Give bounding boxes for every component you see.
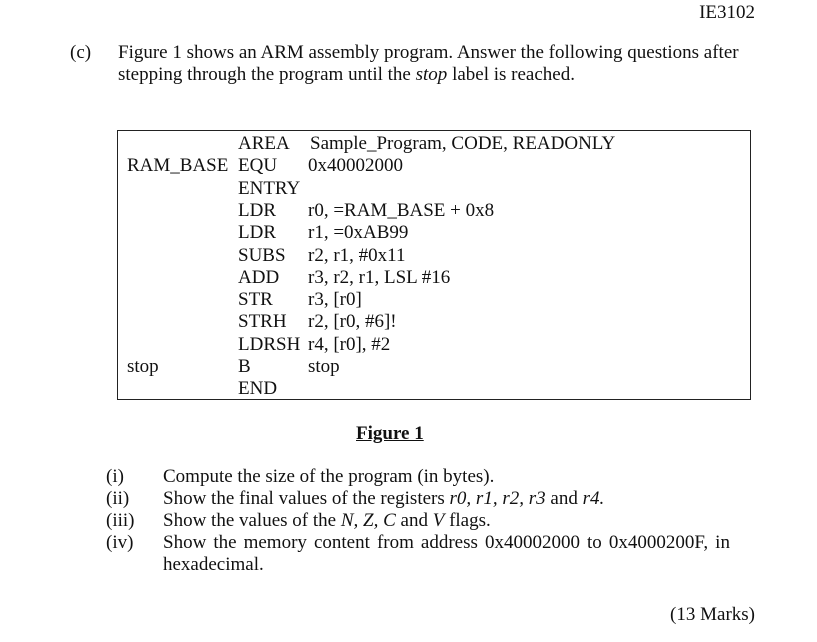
- subquestion-iv-line-1: Show the memory content from address 0x40002000 to 0x4000200F, in: [163, 532, 730, 553]
- subquestion-iii-text: [163, 510, 491, 532]
- subquestion-ii-number: (ii): [106, 488, 130, 509]
- code-operands: Sample_Program, CODE, READONLY: [310, 133, 616, 154]
- code-mnemonic: SUBS: [238, 244, 286, 266]
- register-r4: r4.: [582, 488, 605, 509]
- code-mnemonic: EQU: [238, 155, 278, 177]
- code-mnemonic: ADD: [238, 266, 280, 288]
- code-operands: stop: [308, 356, 340, 377]
- question-part-label: (c): [70, 42, 92, 63]
- flag-c: C: [383, 510, 396, 531]
- question-intro: [118, 42, 768, 86]
- course-code: IE3102: [699, 2, 755, 23]
- code-mnemonic: END: [238, 378, 278, 400]
- intro-line-2-pre: stepping through the program until the: [118, 64, 416, 85]
- subquestion-iv-number: (iv): [106, 532, 134, 553]
- code-operands: 0x40002000: [308, 155, 403, 177]
- subquestion-iii-and: and: [400, 510, 428, 531]
- code-operands: r0, =RAM_BASE + 0x8: [308, 199, 495, 221]
- code-operands: r4, [r0], #2: [308, 333, 391, 355]
- register-r3: r3: [528, 488, 546, 509]
- flag-z: Z,: [363, 510, 379, 531]
- code-operands: r2, [r0, #6]!: [308, 311, 397, 333]
- subquestion-ii-and: and: [550, 488, 578, 509]
- code-operands: r3, r2, r1, LSL #16: [308, 266, 451, 288]
- subquestion-i-text: Compute the size of the program (in bytes).: [163, 466, 495, 487]
- code-mnemonic: LDR: [238, 199, 276, 221]
- subquestion-iv-line-2: hexadecimal.: [163, 554, 264, 575]
- code-mnemonic: LDRSH: [238, 333, 301, 355]
- marks-label: (13 Marks): [670, 604, 755, 625]
- flag-v: V: [432, 510, 445, 531]
- register-r2: r2,: [502, 488, 524, 509]
- subquestion-iii-number: (iii): [106, 510, 135, 531]
- subquestion-list: [0, 466, 817, 586]
- assembly-code-box: [117, 130, 751, 400]
- code-mnemonic: B: [238, 356, 251, 377]
- intro-line-1: Figure 1 shows an ARM assembly program. Answer the following questions after: [118, 42, 739, 63]
- flag-n: N,: [340, 510, 359, 531]
- register-r1: r1,: [475, 488, 498, 509]
- code-operands: r2, r1, #0x11: [308, 244, 406, 266]
- subquestion-iii-pre: Show the values of the: [163, 510, 341, 531]
- code-operands: r3, [r0]: [308, 289, 362, 311]
- subquestion-i-number: (i): [106, 466, 124, 487]
- subquestion-ii-text: [163, 488, 604, 510]
- code-operands: r1, =0xAB99: [308, 222, 409, 244]
- intro-stop-emphasis: stop: [415, 64, 448, 85]
- figure-caption: Figure 1: [356, 423, 424, 444]
- code-mnemonic: LDR: [238, 222, 276, 244]
- code-label: stop: [127, 356, 159, 377]
- code-mnemonic: STR: [238, 289, 273, 311]
- intro-line-2: [118, 64, 768, 86]
- subquestion-ii-pre: Show the final values of the registers: [163, 488, 450, 509]
- code-mnemonic: AREA: [238, 133, 290, 154]
- intro-line-2-post: label is reached.: [447, 64, 575, 85]
- code-mnemonic: STRH: [238, 311, 287, 333]
- register-r0: r0,: [449, 488, 472, 509]
- code-mnemonic: ENTRY: [238, 177, 301, 199]
- code-label: RAM_BASE: [127, 155, 229, 177]
- subquestion-iii-post: flags.: [449, 510, 491, 531]
